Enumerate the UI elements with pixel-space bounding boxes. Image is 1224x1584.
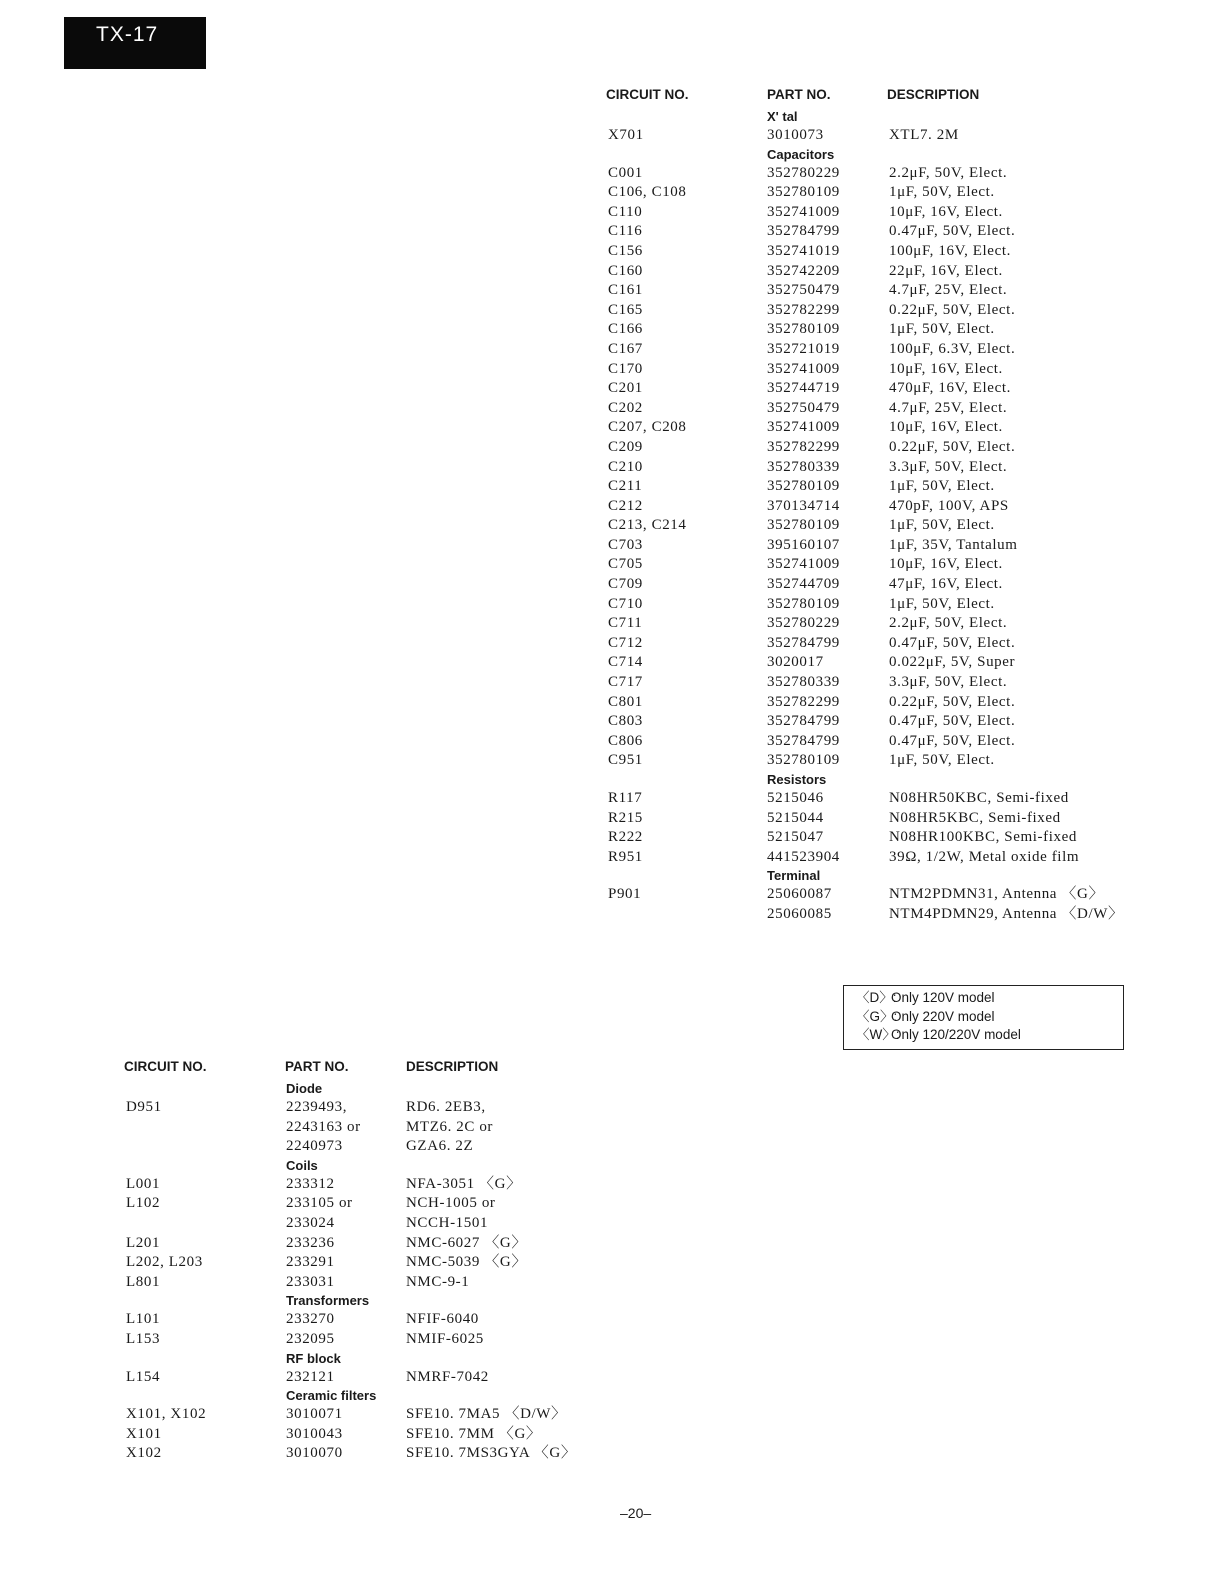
table-row <box>606 222 1166 242</box>
description-cell: N08HR5KBC, Semi-fixed <box>889 809 1061 826</box>
description-cell: 10μF, 16V, Elect. <box>889 360 1003 377</box>
circuit-no-cell: C167 <box>608 340 643 357</box>
table-row <box>606 634 1166 654</box>
part-no-cell: 2240973 <box>286 1138 343 1155</box>
part-no-cell: 25060085 <box>767 905 832 922</box>
part-no-cell: 352782299 <box>767 693 840 710</box>
table-row <box>606 789 1166 809</box>
table-row <box>606 653 1166 673</box>
table-row <box>606 301 1166 321</box>
part-no-cell: 232095 <box>286 1330 335 1347</box>
part-group <box>124 1292 604 1349</box>
description-cell: 0.47μF, 50V, Elect. <box>889 634 1016 651</box>
description-cell: 1μF, 50V, Elect. <box>889 321 995 338</box>
part-no-cell: 352741009 <box>767 419 840 436</box>
category-label: Transformers <box>286 1293 370 1309</box>
category-label: Coils <box>286 1157 318 1173</box>
table-header <box>124 1056 604 1080</box>
circuit-no-cell: C211 <box>608 478 643 495</box>
circuit-no-cell: R117 <box>608 790 643 806</box>
part-no-cell: 352782299 <box>767 438 840 455</box>
circuit-no-cell: C714 <box>608 654 643 671</box>
table-row <box>606 183 1166 203</box>
circuit-no-cell: X102 <box>126 1445 162 1462</box>
table-row <box>606 203 1166 223</box>
description-cell: N08HR50KBC, Semi-fixed <box>889 790 1069 806</box>
table-row <box>606 418 1166 438</box>
part-group <box>124 1387 604 1464</box>
part-no-cell: 233236 <box>286 1234 335 1251</box>
table-row <box>124 1118 604 1138</box>
description-cell: 3.3μF, 50V, Elect. <box>889 674 1008 691</box>
description-cell: NFA-3051 〈G〉 <box>406 1175 522 1192</box>
table-row <box>606 164 1166 184</box>
description-cell: 22μF, 16V, Elect. <box>889 262 1003 279</box>
description-cell: SFE10. 7MA5 〈D/W〉 <box>406 1406 567 1423</box>
category-label: Terminal <box>767 868 821 884</box>
circuit-no-cell: L202, L203 <box>126 1254 203 1271</box>
circuit-no-cell: L102 <box>126 1195 161 1212</box>
category-label: Ceramic filters <box>286 1388 377 1404</box>
part-no-cell: 352741009 <box>767 556 840 573</box>
legend-row <box>856 1026 1123 1045</box>
table-row <box>606 595 1166 615</box>
part-group <box>124 1080 604 1157</box>
circuit-no-cell: C207, C208 <box>608 419 687 436</box>
header-part-no: PART NO. <box>767 87 831 102</box>
part-no-cell: 352750479 <box>767 399 840 416</box>
description-cell: 4.7μF, 25V, Elect. <box>889 282 1008 299</box>
legend-value: Only 120V model <box>891 990 995 1005</box>
table-row <box>124 1273 604 1293</box>
circuit-no-cell: C161 <box>608 282 643 299</box>
part-no-cell: 233031 <box>286 1273 335 1290</box>
header-description: DESCRIPTION <box>406 1059 499 1074</box>
part-no-cell: 395160107 <box>767 536 840 553</box>
circuit-no-cell: X701 <box>608 127 644 143</box>
description-cell: 0.022μF, 5V, Super <box>889 654 1016 671</box>
header-description: DESCRIPTION <box>887 87 980 102</box>
table-row <box>606 126 1166 146</box>
circuit-no-cell: L801 <box>126 1273 161 1290</box>
description-cell: 47μF, 16V, Elect. <box>889 576 1003 593</box>
description-cell: 0.47μF, 50V, Elect. <box>889 713 1016 730</box>
description-cell: 0.22μF, 50V, Elect. <box>889 438 1016 455</box>
circuit-no-cell: L101 <box>126 1311 161 1328</box>
category-heading <box>606 108 1166 126</box>
table-row <box>606 497 1166 517</box>
table-row <box>606 516 1166 536</box>
description-cell: GZA6. 2Z <box>406 1138 474 1155</box>
table-row <box>606 885 1166 905</box>
part-no-cell: 352780109 <box>767 595 840 612</box>
circuit-no-cell: C156 <box>608 242 643 259</box>
part-no-cell: 233105 or <box>286 1195 353 1212</box>
part-no-cell: 352784799 <box>767 713 840 730</box>
circuit-no-cell: C801 <box>608 693 643 710</box>
table-row <box>606 536 1166 556</box>
part-no-cell: 352742209 <box>767 262 840 279</box>
table-row <box>124 1405 604 1425</box>
table-row <box>606 379 1166 399</box>
description-cell: 0.22μF, 50V, Elect. <box>889 301 1016 318</box>
part-group <box>606 108 1166 146</box>
description-cell: NMIF-6025 <box>406 1330 484 1347</box>
description-cell: NMC-6027 〈G〉 <box>406 1234 527 1251</box>
category-label: RF block <box>286 1350 341 1366</box>
description-cell: MTZ6. 2C or <box>406 1118 494 1135</box>
part-no-cell: 352744709 <box>767 576 840 593</box>
part-no-cell: 352780229 <box>767 164 840 181</box>
description-cell: 39Ω, 1/2W, Metal oxide film <box>889 848 1080 865</box>
table-row <box>124 1253 604 1273</box>
legend-key: 〈D〉: <box>856 990 897 1005</box>
part-no-cell: 352780339 <box>767 458 840 475</box>
page-number: –20– <box>620 1505 652 1521</box>
category-label: Diode <box>286 1081 323 1096</box>
category-label: Capacitors <box>767 146 835 162</box>
legend-key: 〈G〉: <box>856 1008 898 1024</box>
part-no-cell: 352744719 <box>767 380 840 397</box>
description-cell: 470pF, 100V, APS <box>889 497 1009 514</box>
description-cell: 10μF, 16V, Elect. <box>889 556 1003 573</box>
circuit-no-cell: L001 <box>126 1175 161 1192</box>
description-cell: 1μF, 50V, Elect. <box>889 478 995 495</box>
part-no-cell: 5215047 <box>767 829 824 846</box>
circuit-no-cell: C210 <box>608 458 643 475</box>
circuit-no-cell: P901 <box>608 886 642 903</box>
part-group <box>606 867 1166 924</box>
table-row <box>606 693 1166 713</box>
table-row <box>606 614 1166 634</box>
table-row <box>606 438 1166 458</box>
table-row <box>606 555 1166 575</box>
category-heading <box>124 1292 604 1310</box>
category-heading <box>124 1080 604 1098</box>
description-cell: 1μF, 50V, Elect. <box>889 752 995 769</box>
legend-value: Only 120/220V model <box>891 1027 1021 1042</box>
category-heading <box>124 1387 604 1405</box>
circuit-no-cell: C951 <box>608 752 643 769</box>
category-label: X' tal <box>767 109 798 124</box>
circuit-no-cell: L154 <box>126 1368 161 1385</box>
part-no-cell: 5215044 <box>767 809 824 826</box>
circuit-no-cell: C201 <box>608 380 643 397</box>
part-group <box>124 1350 604 1388</box>
circuit-no-cell: L153 <box>126 1330 161 1347</box>
circuit-no-cell: C711 <box>608 615 643 632</box>
description-cell: 10μF, 16V, Elect. <box>889 203 1003 220</box>
table-row <box>606 281 1166 301</box>
part-group <box>124 1157 604 1293</box>
table-row <box>124 1330 604 1350</box>
description-cell: 2.2μF, 50V, Elect. <box>889 164 1008 181</box>
circuit-no-cell: X101, X102 <box>126 1406 207 1423</box>
description-cell: 0.22μF, 50V, Elect. <box>889 693 1016 710</box>
legend-row <box>856 1008 1123 1027</box>
table-row <box>606 399 1166 419</box>
part-no-cell: 2243163 or <box>286 1118 361 1135</box>
description-cell: N08HR100KBC, Semi-fixed <box>889 829 1077 846</box>
parts-table-right-body <box>606 108 1166 925</box>
circuit-no-cell: R215 <box>608 809 643 826</box>
part-no-cell: 233270 <box>286 1311 335 1328</box>
table-row <box>124 1137 604 1157</box>
circuit-no-cell: C209 <box>608 438 643 455</box>
category-heading <box>606 146 1166 164</box>
table-row <box>606 262 1166 282</box>
table-row <box>606 905 1166 925</box>
circuit-no-cell: C110 <box>608 203 643 220</box>
description-cell: XTL7. 2M <box>889 127 959 143</box>
description-cell: 3.3μF, 50V, Elect. <box>889 458 1008 475</box>
legend-key: 〈W〉: <box>856 1027 900 1042</box>
part-no-cell: 3010070 <box>286 1445 343 1462</box>
circuit-no-cell: C165 <box>608 301 643 318</box>
table-row <box>606 360 1166 380</box>
part-no-cell: 352721019 <box>767 340 840 357</box>
description-cell: 1μF, 35V, Tantalum <box>889 536 1018 553</box>
part-no-cell: 352784799 <box>767 223 840 240</box>
header-circuit-no: CIRCUIT NO. <box>124 1059 207 1074</box>
description-cell: 470μF, 16V, Elect. <box>889 380 1011 397</box>
circuit-no-cell: L201 <box>126 1234 161 1251</box>
part-no-cell: 233291 <box>286 1254 335 1271</box>
circuit-no-cell: C166 <box>608 321 643 338</box>
circuit-no-cell: C106, C108 <box>608 184 687 201</box>
part-no-cell: 352780109 <box>767 184 840 201</box>
part-no-cell: 3010071 <box>286 1406 343 1423</box>
description-cell: NCH-1005 or <box>406 1195 496 1212</box>
description-cell: 10μF, 16V, Elect. <box>889 419 1003 436</box>
description-cell: 1μF, 50V, Elect. <box>889 184 995 201</box>
circuit-no-cell: C709 <box>608 576 643 593</box>
table-row <box>606 575 1166 595</box>
part-no-cell: 352780229 <box>767 615 840 632</box>
description-cell: 100μF, 16V, Elect. <box>889 242 1011 259</box>
circuit-no-cell: C202 <box>608 399 643 416</box>
part-no-cell: 352782299 <box>767 301 840 318</box>
model-legend <box>843 985 1124 1050</box>
table-row <box>606 712 1166 732</box>
circuit-no-cell: C705 <box>608 556 643 573</box>
description-cell: NMC-9-1 <box>406 1273 470 1290</box>
description-cell: SFE10. 7MM 〈G〉 <box>406 1425 542 1442</box>
description-cell: NMC-5039 〈G〉 <box>406 1254 527 1271</box>
circuit-no-cell: X101 <box>126 1425 162 1442</box>
part-no-cell: 352750479 <box>767 282 840 299</box>
part-no-cell: 352780339 <box>767 674 840 691</box>
description-cell: NCCH-1501 <box>406 1214 489 1231</box>
parts-table-left <box>124 1056 604 1464</box>
description-cell: NTM4PDMN29, Antenna 〈D/W〉 <box>889 905 1124 922</box>
table-row <box>606 458 1166 478</box>
description-cell: 1μF, 50V, Elect. <box>889 517 995 534</box>
description-cell: 100μF, 6.3V, Elect. <box>889 340 1016 357</box>
part-no-cell: 233024 <box>286 1214 335 1231</box>
table-row <box>124 1234 604 1254</box>
circuit-no-cell: C717 <box>608 674 643 691</box>
part-no-cell: 5215046 <box>767 790 824 806</box>
table-row <box>606 242 1166 262</box>
description-cell: 0.47μF, 50V, Elect. <box>889 223 1016 240</box>
table-row <box>606 751 1166 771</box>
circuit-no-cell: C803 <box>608 713 643 730</box>
circuit-no-cell: D951 <box>126 1099 162 1115</box>
part-no-cell: 352784799 <box>767 732 840 749</box>
circuit-no-cell: C703 <box>608 536 643 553</box>
part-no-cell: 352780109 <box>767 752 840 769</box>
circuit-no-cell: C212 <box>608 497 643 514</box>
model-label: TX-17 <box>64 17 206 69</box>
part-no-cell: 352784799 <box>767 634 840 651</box>
description-cell: 2.2μF, 50V, Elect. <box>889 615 1008 632</box>
table-header <box>606 84 1166 108</box>
part-no-cell: 25060087 <box>767 886 832 903</box>
table-row <box>124 1194 604 1214</box>
table-row <box>606 673 1166 693</box>
header-part-no: PART NO. <box>285 1059 349 1074</box>
header-circuit-no: CIRCUIT NO. <box>606 87 689 102</box>
table-row <box>124 1175 604 1195</box>
table-row <box>124 1214 604 1234</box>
legend-value: Only 220V model <box>891 1008 995 1024</box>
table-row <box>124 1368 604 1388</box>
circuit-no-cell: C213, C214 <box>608 517 687 534</box>
category-heading <box>124 1157 604 1175</box>
circuit-no-cell: C170 <box>608 360 643 377</box>
circuit-no-cell: C712 <box>608 634 643 651</box>
part-no-cell: 352741009 <box>767 203 840 220</box>
circuit-no-cell: C806 <box>608 732 643 749</box>
table-row <box>606 828 1166 848</box>
table-row <box>606 732 1166 752</box>
circuit-no-cell: R222 <box>608 829 643 846</box>
legend-row <box>856 989 1123 1008</box>
table-row <box>606 477 1166 497</box>
category-heading <box>606 867 1166 885</box>
parts-table-right <box>606 84 1166 925</box>
table-row <box>124 1098 604 1118</box>
part-no-cell: 2239493, <box>286 1099 348 1115</box>
part-no-cell: 370134714 <box>767 497 840 514</box>
table-row <box>124 1425 604 1445</box>
part-no-cell: 232121 <box>286 1368 335 1385</box>
part-no-cell: 352780109 <box>767 321 840 338</box>
part-no-cell: 441523904 <box>767 848 840 865</box>
category-heading <box>124 1350 604 1368</box>
part-group <box>606 146 1166 771</box>
circuit-no-cell: C001 <box>608 164 643 181</box>
description-cell: NFIF-6040 <box>406 1311 479 1328</box>
table-row <box>606 340 1166 360</box>
part-no-cell: 3020017 <box>767 654 824 671</box>
part-no-cell: 352741009 <box>767 360 840 377</box>
part-group <box>606 771 1166 867</box>
description-cell: NMRF-7042 <box>406 1368 489 1385</box>
description-cell: NTM2PDMN31, Antenna 〈G〉 <box>889 886 1105 903</box>
part-no-cell: 233312 <box>286 1175 335 1192</box>
circuit-no-cell: R951 <box>608 848 643 865</box>
category-label: Resistors <box>767 772 827 787</box>
table-row <box>606 320 1166 340</box>
description-cell: 1μF, 50V, Elect. <box>889 595 995 612</box>
part-no-cell: 352780109 <box>767 517 840 534</box>
description-cell: SFE10. 7MS3GYA 〈G〉 <box>406 1445 577 1462</box>
category-heading <box>606 771 1166 789</box>
part-no-cell: 352741019 <box>767 242 840 259</box>
description-cell: RD6. 2EB3, <box>406 1099 486 1115</box>
part-no-cell: 352780109 <box>767 478 840 495</box>
circuit-no-cell: C160 <box>608 262 643 279</box>
description-cell: 0.47μF, 50V, Elect. <box>889 732 1016 749</box>
part-no-cell: 3010073 <box>767 127 824 143</box>
table-row <box>606 809 1166 829</box>
table-row <box>606 848 1166 868</box>
parts-table-left-body <box>124 1080 604 1464</box>
table-row <box>124 1444 604 1464</box>
part-no-cell: 3010043 <box>286 1425 343 1442</box>
circuit-no-cell: C116 <box>608 223 643 240</box>
description-cell: 4.7μF, 25V, Elect. <box>889 399 1008 416</box>
table-row <box>124 1310 604 1330</box>
circuit-no-cell: C710 <box>608 595 643 612</box>
